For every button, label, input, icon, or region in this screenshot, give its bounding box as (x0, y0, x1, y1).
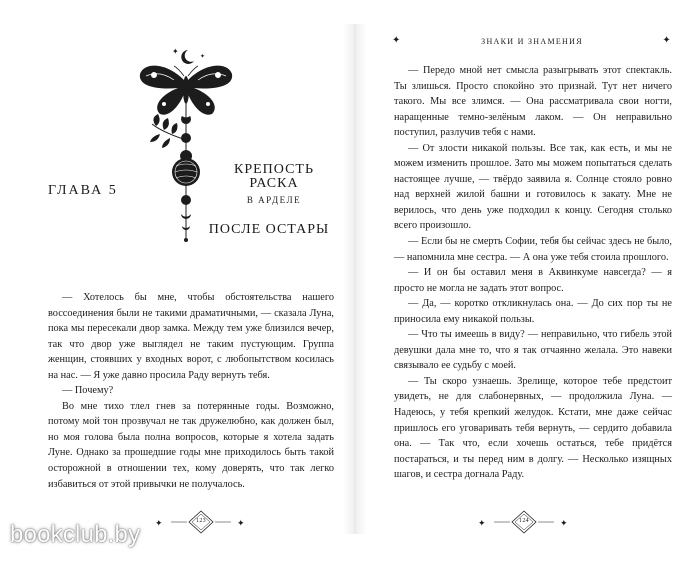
running-head-text: ЗНАКИ И ЗНАМЕНИЯ (481, 37, 583, 46)
moth-and-moon-phases-ornament-icon (126, 40, 246, 250)
chapter-title-line-3: В АРДЕЛЕ (246, 195, 302, 205)
svg-text:✦: ✦ (237, 519, 245, 529)
svg-text:✦: ✦ (200, 53, 206, 60)
right-page-folio (464, 509, 584, 535)
paragraph: — Почему? (62, 385, 114, 397)
chapter-label: ГЛАВА 5 (48, 183, 118, 198)
paragraph: Во мне тихо тлел гнев за потерянные годы. Возможно, потому мой тон прозвучал не так дружелюбно, как должен был, но моя голова была полна вопросов, которые я хотела задать Луне. Однако за прошедшие годы мне приходилось быть такой осторожной в отношении тех, кому доверять, что так легко избавиться от этой привычки не получалось. (48, 400, 334, 490)
paragraph: — Хотелось бы мне, чтобы обстоятельства нашего воссоединения были не такими драматичными, — сказала Луна, пока мы пересекали двор замка. Между тем уже близился вечер, так что двор уже выглядел не таким пустующим. Группа женщин, стоявших у входных ворот, с любопытством косилась на нас. — Я уже давно просила Раду вернуть тебя. (48, 292, 334, 381)
paragraph: — И он бы оставил меня в Аквинкуме навсегда? — я просто не могла не задать этот вопрос. (394, 267, 672, 294)
page-number: 124 (519, 518, 529, 524)
chapter-title-line-1: КРЕПОСТЬ (234, 162, 314, 177)
svg-text:✦: ✦ (155, 519, 163, 529)
chapter-title-line-2: РАСКА (249, 176, 299, 191)
paragraph: — Ты скоро узнаешь. Зрелище, которое тебе предстоит увидеть, не для слабонервных, — продолжила Луна. — Надеюсь, у тебя крепкий желудок. Кстати, мне даже сейчас пришлось его уговаривать тебя вернуть, — сердито добавила она. — Так что, если хочешь остаться, тебе придётся постараться, и ты перед ним в долгу. — Несколько изящных шагов, и сестра догнала Раду. (394, 375, 672, 481)
paragraph: — От злости никакой пользы. Все так, как есть, и мы не можем изменить прошлое. Зато мы можем попытаться сделать настоящее лучше, — твёрдо заявила я. Солнце стояло ровно над верхней жилой башни и готовилось к закату. Мне не верилось, что день уже подходил к концу. Сегодня столько всего произошло. (394, 142, 672, 232)
svg-text:✦: ✦ (478, 519, 486, 529)
svg-text:✦: ✦ (172, 47, 179, 56)
right-page (372, 0, 682, 530)
right-page-body (394, 63, 672, 483)
chapter-title (214, 163, 334, 207)
left-page (18, 0, 338, 530)
page-gutter-shadow (343, 24, 367, 534)
star-icon: ✦ (662, 35, 672, 46)
svg-text:✦: ✦ (560, 519, 568, 529)
chapter-subtitle: ПОСЛЕ ОСТАРЫ (208, 222, 330, 237)
paragraph: — Да, — коротко откликнулась она. — До сих пор ты не приносила ему никакой пользы. (394, 298, 672, 325)
left-page-body (48, 290, 334, 492)
page-number: 123 (196, 518, 206, 524)
running-head (392, 37, 672, 51)
paragraph: — Что ты имеешь в виду? — неправильно, что гибель этой девушки дала мне то, что я так отчаянно желала. Это навеки связывало ее судьбу с моей. (394, 329, 672, 372)
watermark-logo: bookclub.by (10, 521, 141, 548)
paragraph: — Если бы не смерть Софии, тебя бы сейчас здесь не было, — напомнила мне сестра. — А она уже тебя стоила прошлого. (394, 236, 672, 263)
paragraph: — Передо мной нет смысла разыгрывать этот спектакль. Ты злишься. Просто спокойно это признай. Тут нет ничего такого. Мы все злимся. — Она рассматривала свои ногти, наращенные темно-зелёным лаком. — Он неправильно поступил, разлучив тебя с нами. (394, 65, 672, 139)
left-page-folio (141, 509, 261, 535)
star-icon: ✦ (392, 35, 402, 46)
